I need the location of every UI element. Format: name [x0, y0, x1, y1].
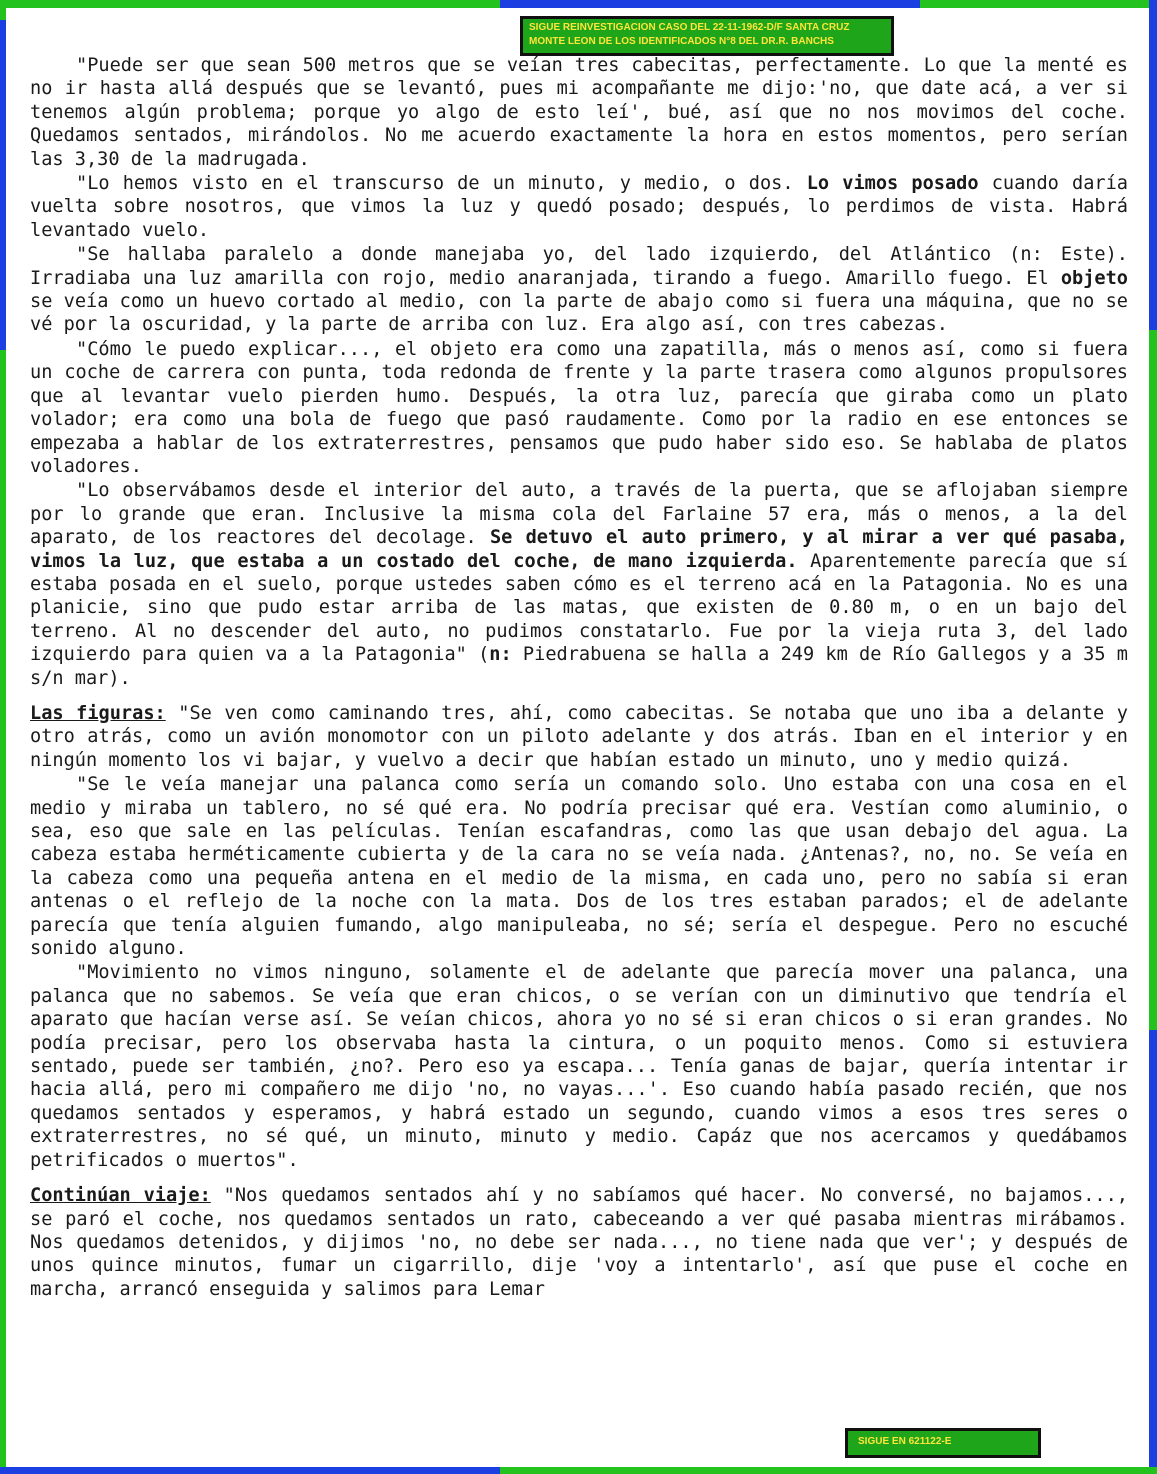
paragraph-6-text: "Se ven como caminando tres, ahí, como cabecitas. Se notaba que uno iba a delante y otro atrás, como un avión monomotor con un piloto adelante y dos atrás. Iban en el interior y en ningún momento los vi bajar, y vuelvo a decir que habían estado un minuto, uno y medio quizá.: [30, 702, 1129, 771]
section-heading-figuras: Las figuras:: [30, 702, 166, 724]
paragraph-figuras: [30, 702, 1128, 772]
paragraph-4: [30, 338, 1128, 478]
paragraph-5-text-a: "Lo observábamos desde el interior del auto, a través de la puerta, que se aflojaban siempre por lo grande que eran. Inclusive la misma cola del Farlaine 57 era, más o menos, a la del aparato, de los reactores del decolage.: [30, 480, 1128, 549]
frame-top-accent: [500, 0, 920, 8]
case-header-box: [520, 16, 894, 56]
frame-bottom-accent: [0, 1467, 500, 1474]
document-body: [30, 54, 1128, 1414]
paragraph-4-text: "Cómo le puedo explicar..., el objeto era como una zapatilla, más o menos así, como si fuera un coche de carrera con punta, toda redonda de frente y la parte trasera como algunos propulsores que al levantar vuelo pierden humo. Después, la otra luz, parecía que giraba como un plato volador; era como una bola de fuego que pasó raudamente. Como por la radio en ese entonces se empezaba a hablar de los extraterrestres, pensamos que pudo haber sido eso. Se hablaba de platos voladores.: [30, 338, 1128, 477]
case-header-line-1: SIGUE REINVESTIGACION CASO DEL 22-11-1962-D/F SANTA CRUZ: [529, 22, 850, 33]
continuation-label: SIGUE EN 621122-E: [858, 1436, 952, 1447]
paragraph-5-note-marker: n:: [489, 644, 512, 666]
paragraph-1-text: "Puede ser que sean 500 metros que se veían tres cabecitas, perfectamente. Lo que la menté es no ir hasta allá después que se levantó, pues mi acompañante me dijo:'no, que date acá, a ver si tenemos algún problema; porque yo algo de esto leí', bué, así que no nos movimos del coche. Quedamos sentados, mirándolos. No me acuerdo exactamente la hora en estos momentos, pero serían las 3,30 de la madrugada.: [30, 55, 1128, 170]
paragraph-5-emphasis: Se detuvo el auto primero, y al mirar a ver qué pasaba, vimos la luz, que estaba a un costado del coche, de mano izquierda.: [30, 527, 1128, 572]
paragraph-3-emphasis: objeto: [1060, 267, 1128, 289]
paragraph-5-text-c: Aparentemente parecía que sí estaba posada en el suelo, porque ustedes saben cómo es el terreno acá en la Patagonia. No es una planicie, sino que pudo estar arriba de las matas, que existen de 0.80 m, o en un bajo del terreno. Al no descender del auto, no pudimos constatarlo. Fue por la vieja ruta 3, del lado izquierdo para quien va a la Patagonia" (: [30, 550, 1129, 666]
paragraph-3-text-a: "Se hallaba paralelo a donde manejaba yo, del lado izquierdo, del Atlántico (n: Este). Irradiaba una luz amarilla con rojo, medio anaranjada, tirando a fuego. Amarillo fuego. El: [30, 244, 1128, 289]
paragraph-7: [30, 773, 1128, 960]
frame-right-accent: [1149, 330, 1157, 1030]
paragraph-1: [30, 54, 1128, 171]
paragraph-7-text: "Se le veía manejar una palanca como sería un comando solo. Uno estaba con una cosa en el medio y miraba un tablero, no sé qué era. No podría precisar qué era. Vestían como aluminio, o sea, eso que sale en las películas. Tenían escafandras, como las que usan debajo del agua. La cabeza estaba herméticamente cubierta y de la cara no se veía nada. ¿Antenas?, no, no. Se veía en la cabeza como una pequeña antena en el medio de la misma, en cada uno, pero no sabía si eran antenas o el reflejo de la noche con la mata. Dos de los tres estaban parados; el de adelante parecía que tenía alguien fumando, algo manipuleaba, no sé; sería el despegue. Pero no escuché sonido alguno.: [30, 774, 1128, 960]
paragraph-2-text-a: "Lo hemos visto en el transcurso de un minuto, y medio, o dos.: [76, 173, 807, 195]
paragraph-8-text: "Movimiento no vimos ninguno, solamente el de adelante que parecía mover una palanca, una palanca que no sabemos. Se veía que eran chicos, o se verían con un diminutivo que tendría el aparato que hacían verse así. Se veían chicos, ahora yo no sé si eran chicos o si eran grandes. No podía precisar, pero los observaba hasta la cintura, o un poquito menos. Como si estuviera sentado, puede ser también, ¿no?. Pero eso ya escapa... Tenía ganas de bajar, quería intentar ir hacia allá, pero mi compañero me dijo 'no, no vayas...'. Eso cuando había pasado recién, que nos quedamos sentados y esperamos, y habrá estado un segundo, cuando vimos a esos tres seres o extraterrestres, no sé qué, un minuto, minuto y medio. Capáz que nos acercamos y quedábamos petrificados o muertos".: [30, 962, 1128, 1171]
paragraph-9-text: "Nos quedamos sentados ahí y no sabíamos qué hacer. No conversé, no bajamos..., se paró el coche, nos quedamos sentados un rato, cabeceando a ver qué pasaba mientras mirábamos. Nos quedamos detenidos, y dijimos 'no, no debe ser nada..., no tiene nada que ver'; y después de unos quince minutos, fumar un cigarrillo, dije 'voy a intentarlo', así que puse el coche en marcha, arrancó enseguida y salimos para Lemar: [30, 1185, 1128, 1300]
paragraph-8: [30, 961, 1128, 1172]
paragraph-2-text-c: cuando daría vuelta sobre nosotros, que vimos la luz y quedó posado; después, lo perdimos de vista. Habrá levantado vuelo.: [30, 173, 1129, 241]
frame-left-accent: [0, 20, 6, 350]
paragraph-continuan: [30, 1184, 1128, 1301]
paragraph-2: [30, 172, 1128, 242]
paragraph-5-text-e: Piedrabuena se halla a 249 km de Río Gallegos y a 35 m s/n mar).: [30, 644, 1128, 689]
paragraph-2-emphasis: Lo vimos posado: [806, 173, 979, 195]
section-heading-continuan: Continúan viaje:: [30, 1185, 211, 1207]
continuation-box: [845, 1428, 1041, 1458]
paragraph-3: [30, 243, 1128, 337]
case-header-line-2: MONTE LEON DE LOS IDENTIFICADOS N°8 DEL DR.R. BANCHS: [529, 36, 834, 47]
paragraph-3-text-c: se veía como un huevo cortado al medio, con la parte de abajo como si fuera una máquina, que no se vé por la oscuridad, y la parte de arriba con luz. Era algo así, con tres cabezas.: [30, 291, 1128, 336]
paragraph-5: [30, 479, 1128, 690]
